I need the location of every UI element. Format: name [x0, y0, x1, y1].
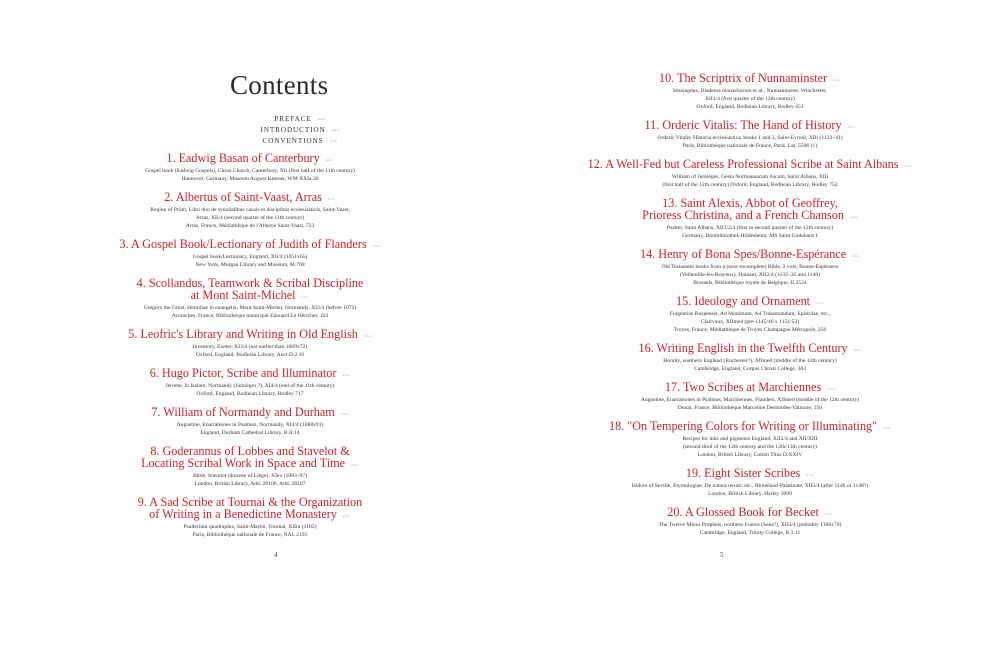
chapter-title — [530, 506, 970, 521]
chapter-title-text: 5. Leofric's Library and Writing in Old English — [128, 327, 358, 341]
chapter-title-text: 19. Eight Sister Scribes — [685, 466, 801, 480]
manuscript-detail-line: Isidore of Seville, Etymologiae; De natura rerum; etc., Rhineland-Palatinate, XII3/4 (after 1146 or 1148?) — [631, 483, 869, 489]
manuscript-detail-line: Recipes for inks and pigments England, XII2/4 and XII/XIII — [682, 436, 818, 442]
leader-dots: ◦◦◦ — [301, 295, 310, 301]
chapter-entry — [40, 445, 460, 488]
chapter-title-text: 6. Hugo Pictor, Scribe and Illuminator — [149, 366, 337, 380]
leader-dots: ◦◦◦ — [317, 117, 326, 123]
leader-dots: ◦◦◦ — [904, 164, 913, 170]
front-matter-item — [200, 136, 400, 147]
manuscript-detail-line: Brussels, Bibliothèque royale de Belgique, II.2524 — [693, 280, 807, 286]
chapter-title-text: 13. Saint Alexis, Abbot of Geoffrey, — [662, 196, 838, 210]
manuscript-detail-line: New York, Morgan Library and Museum, M.708 — [195, 262, 305, 268]
front-matter-label: PREFACE — [274, 115, 312, 123]
chapter-entry — [530, 295, 970, 334]
chapter-title — [530, 295, 970, 310]
chapter-entry — [530, 119, 970, 150]
chapter-title-text: 10. The Scriptrix of Nunnaminster — [659, 71, 828, 85]
chapter-title — [40, 457, 460, 472]
chapter-entry — [40, 328, 460, 359]
chapter-title-text: 14. Henry of Bona Spes/Bonne-Espérance — [639, 247, 847, 261]
chapter-list-right — [530, 72, 970, 545]
manuscript-detail-line: The Twelve Minor Prophets, northern France (Sens?), XII3/4 (probably 1166x70) — [658, 522, 842, 528]
chapter-title-text: 4. Scollandus, Teamwork & Scribal Discipline — [136, 276, 364, 290]
chapter-title — [530, 72, 970, 87]
manuscript-detail-line: Clairvaux, XIImed (pre-1145/46 x 1151/52) — [700, 319, 800, 325]
leader-dots: ◦◦◦ — [342, 514, 351, 520]
front-matter-item — [200, 114, 400, 125]
leader-dots: ◦◦◦ — [853, 348, 862, 354]
chapter-title — [530, 467, 970, 482]
chapter-entry — [40, 496, 460, 539]
chapter-entry — [40, 367, 460, 398]
manuscript-detail-line: Hannover, Germany, Museum August Kestner, WM XXIa.36 — [181, 176, 319, 182]
leader-dots: ◦◦◦ — [849, 215, 858, 221]
manuscript-detail-line: Arras, France, Médiathèque de l'Abbaye Saint-Vaast, 723 — [185, 223, 315, 229]
leader-dots: ◦◦◦ — [351, 463, 359, 469]
right-page — [500, 0, 1000, 667]
front-matter-item — [200, 125, 400, 136]
leader-dots: ◦◦◦ — [331, 128, 340, 134]
chapter-title — [530, 342, 970, 357]
chapter-entry — [40, 191, 460, 230]
manuscript-detail-line: Arras, XIi/4 (second quarter of the 11th century) — [195, 215, 305, 221]
manuscript-detail-line: Fulgentius Ruspensis, Ad Monimum, Ad Trasamundum, Epistolae, etc., — [669, 311, 831, 317]
chapter-title-text: 3. A Gospel Book/Lectionary of Judith of Flanders — [119, 237, 367, 251]
chapter-title-text: of Writing in a Benedictine Monastery — [149, 507, 337, 521]
leader-dots: ◦◦◦ — [363, 334, 372, 340]
leader-dots: ◦◦◦ — [342, 373, 351, 379]
manuscript-detail-line: Gregory the Great, Homiliae in euangelia, Mont Saint-Michel, Normandy, XI3/4 (before 1072) — [143, 305, 357, 311]
manuscript-detail-line: Orderic Vitalis, Historia ecclesiastica, books 1 and 2, Saint-Evroul, XIIi (1123–41) — [657, 135, 843, 141]
chapter-title — [530, 381, 970, 396]
leader-dots: ◦◦◦ — [852, 254, 860, 260]
manuscript-detail-line: Oxford, England, Bodleian Library, Bodley 451 — [696, 104, 804, 110]
manuscript-detail-line: Gospel book/Lectionary, England, XIi/4 (1051x65) — [192, 254, 308, 260]
chapter-title — [530, 119, 970, 134]
chapter-title-text: Locating Scribal Work in Space and Time — [141, 456, 346, 470]
chapter-title — [40, 191, 460, 206]
chapter-title-text: 9. A Sad Scribe at Tournai & the Organization — [137, 495, 363, 509]
manuscript-detail-line: Smaragdus, Diadema monachorum et al., Nunnaminster, Winchester, — [672, 88, 828, 94]
manuscript-detail-line: Old Testament books from a (now-incomplete) Bible, 2 vols, Bonne-Espérance — [661, 264, 839, 270]
chapter-title-text: 16. Writing English in the Twelfth Century — [638, 341, 848, 355]
manuscript-detail-line: (Vellereille-les-Brayeux), Hainaut, XII2/4 (1132–35 and 1140) — [679, 272, 821, 278]
manuscript-detail-line: Cambridge, England, Corpus Christi College, 303 — [694, 366, 806, 372]
chapter-list-left — [40, 152, 460, 547]
manuscript-detail-line: London, British Library, Add. 28106, Add. 28107 — [194, 481, 306, 487]
chapter-title-text: 1. Eadwig Basan of Canterbury — [166, 151, 320, 165]
chapter-entry — [530, 506, 970, 537]
manuscript-detail-line: Troyes, France, Médiathèque de Troyes Champagne Métropole, 256 — [673, 327, 827, 333]
chapter-title — [40, 238, 460, 253]
page-number: 5 — [720, 551, 724, 559]
manuscript-detail-line: Inventory, Exeter, XI3/4 (not earlier than 1069x72) — [192, 344, 308, 350]
chapter-entry — [530, 158, 970, 189]
chapter-entry — [530, 420, 970, 459]
manuscript-detail-line: Oxford, England, Bodleian Library, Auct.D.2.16 — [195, 352, 305, 358]
leader-dots: ◦◦◦ — [806, 473, 815, 479]
page-number: 4 — [274, 551, 278, 559]
manuscript-detail-line: Homily, southern England (Rochester?), XIImed (middle of the 12th century) — [663, 358, 837, 364]
front-matter-list — [200, 114, 400, 147]
manuscript-detail-line: London, British Library, Cotton Titus D.XXIV — [697, 452, 803, 458]
chapter-title — [530, 158, 970, 173]
chapter-entry — [40, 406, 460, 437]
chapter-title — [40, 328, 460, 343]
front-matter-label: INTRODUCTION — [260, 126, 326, 134]
manuscript-detail-line: Psalter, Saint Albans, XII1/2/4 (first to second quarter of the 12th century) — [666, 225, 834, 231]
chapter-title — [530, 420, 970, 435]
chapter-title-text: at Mont Saint-Michel — [190, 288, 296, 302]
leader-dots: ◦◦◦ — [325, 158, 334, 164]
manuscript-detail-line: Avranches, France, Bibliothèque municipal Edouard Le Héricher, 103 — [171, 313, 329, 319]
chapter-title — [40, 406, 460, 421]
leader-dots: ◦◦◦ — [847, 125, 856, 131]
manuscript-detail-line: Bible, Stavelot (diocese of Liège), XIex (1093–97) — [192, 473, 308, 479]
manuscript-detail-line: (first half of the 12th century) Oxford, England, Bodleian Library, Bodley 752 — [662, 182, 838, 188]
manuscript-detail-line: (second third of the 12th century and the 12th/13th century) — [683, 444, 817, 450]
chapter-title-text: 2. Albertus of Saint-Vaast, Arras — [164, 190, 322, 204]
manuscript-detail-line: Psalterium quadruplex, Saint-Martin, Tournai, XIIin (1105) — [183, 524, 317, 530]
chapter-title — [40, 152, 460, 167]
manuscript-detail-line: Augustine, Enarrationes in Psalmos, Marchiennes, Flanders, XIImed (middle of the 12th century) — [640, 397, 860, 403]
chapter-entry — [530, 248, 970, 287]
manuscript-detail-line: Germany, Dombibliothek Hildesheim, MS Saint Godehard 1 — [682, 233, 818, 239]
manuscript-detail-line: Gospel book (Eadwig Gospels), Christ Church, Canterbury, XIi (first half of the 11th century) — [144, 168, 356, 174]
leader-dots: ◦◦◦ — [372, 244, 381, 250]
manuscript-detail-line: Augustine, Enarrationes in Psalmos, Normandy, XI4/4 (1088x91) — [176, 422, 324, 428]
chapter-title-text: 12. A Well-Fed but Careless Professional Scribe at Saint Albans — [587, 157, 899, 171]
chapter-title-text: 15. Ideology and Ornament — [676, 294, 811, 308]
front-matter-label: CONVENTIONS — [262, 137, 324, 145]
leader-dots: ◦◦◦ — [883, 426, 891, 432]
chapter-title-text: 20. A Glossed Book for Becket — [667, 505, 819, 519]
chapter-title-text: 7. William of Normandy and Durham — [151, 405, 335, 419]
manuscript-detail-line: London, British Library, Harley 3099 — [708, 491, 792, 497]
chapter-title-text: 17. Two Scribes at Marchiennes — [664, 380, 822, 394]
manuscript-detail-line: XII1/4 (first quarter of the 12th century) — [704, 96, 796, 102]
contents-heading: Contents — [230, 70, 329, 100]
chapter-entry — [40, 277, 460, 320]
leader-dots: ◦◦◦ — [824, 512, 833, 518]
chapter-title — [530, 248, 970, 263]
chapter-title-text: 18. "On Tempering Colors for Writing or Illuminating" — [608, 419, 878, 433]
manuscript-detail-line: Jerome, In Isaiam, Normandy (Jumièges ?), XI4/4 (end of the 11th century) — [165, 383, 335, 389]
leader-dots: ◦◦◦ — [327, 197, 336, 203]
manuscript-detail-line: William of Jumièges, Gesta Normannorum ducum, Saint Albans, XIIi — [671, 174, 829, 180]
chapter-entry — [40, 152, 460, 183]
chapter-title — [40, 367, 460, 382]
chapter-entry — [40, 238, 460, 269]
chapter-title-text: 11. Orderic Vitalis: The Hand of History — [644, 118, 842, 132]
chapter-title-text: 8. Goderannus of Lobbes and Stavelot & — [150, 444, 350, 458]
leader-dots: ◦◦◦ — [833, 78, 841, 84]
chapter-title — [40, 289, 460, 304]
manuscript-detail-line: Regino of Prüm, Libri duo de synodalibus causis et disciplinis ecclesiasticis, Saint-Vaast, — [150, 207, 350, 213]
chapter-entry — [530, 72, 970, 111]
leader-dots: ◦◦◦ — [827, 387, 836, 393]
leader-dots: ◦◦◦ — [340, 412, 349, 418]
chapter-title-text: Prioress Christina, and a French Chanson — [642, 208, 844, 222]
chapter-entry — [530, 467, 970, 498]
manuscript-detail-line: Douai, France, Bibliothèque Marceline Desbordes-Valmore, 250 — [677, 405, 823, 411]
leader-dots: ◦◦◦ — [329, 139, 338, 145]
chapter-entry — [530, 197, 970, 240]
manuscript-detail-line: Paris, Bibliothèque nationale de France, Paris, Lat. 5506 (1) — [682, 143, 818, 149]
leader-dots: ◦◦◦ — [816, 301, 824, 307]
chapter-title — [40, 508, 460, 523]
manuscript-detail-line: Oxford, England, Bodleian Library, Bodley 717 — [196, 391, 304, 397]
manuscript-detail-line: England, Durham Cathedral Library, B.II.14 — [200, 430, 300, 436]
manuscript-detail-line: Cambridge, England, Trinity College, B.3.11 — [699, 530, 801, 536]
manuscript-detail-line: Paris, Bibliothèque nationale de France, NAL 2195 — [192, 532, 308, 538]
chapter-entry — [530, 342, 970, 373]
chapter-entry — [530, 381, 970, 412]
chapter-title — [530, 209, 970, 224]
